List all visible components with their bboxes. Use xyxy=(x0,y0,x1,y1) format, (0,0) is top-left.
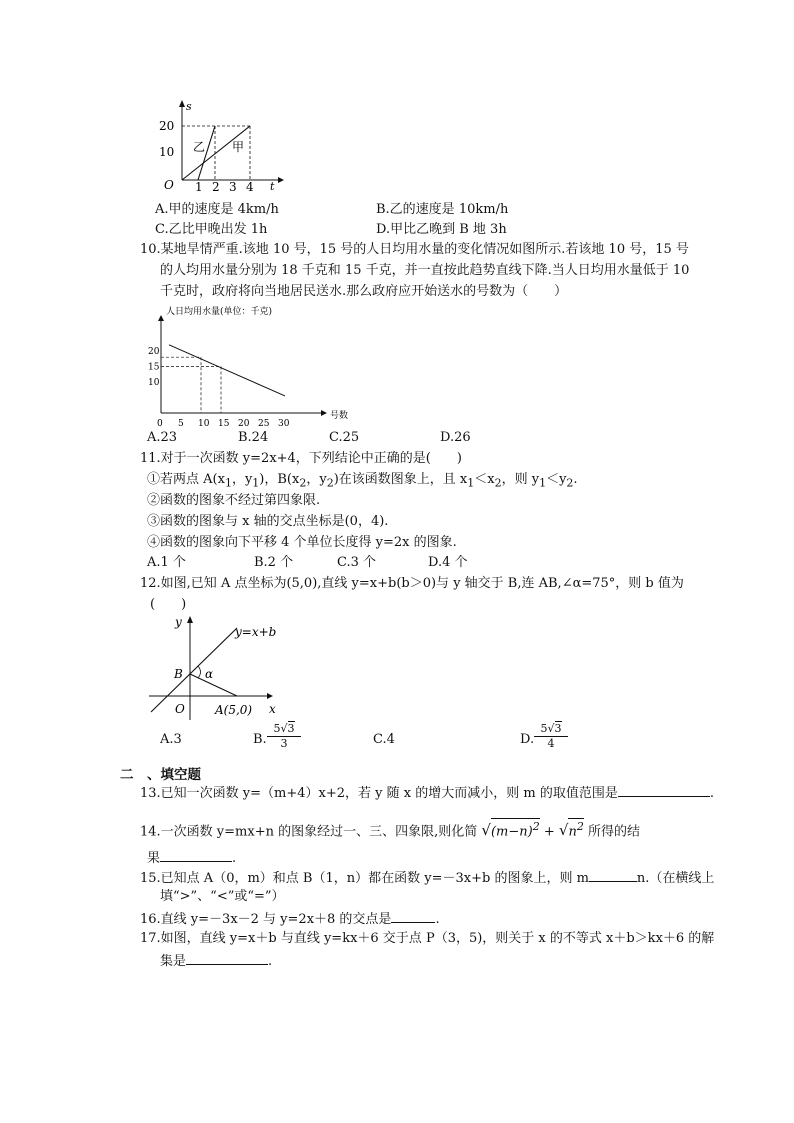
chart2-xtick-label: 10 xyxy=(198,419,210,429)
chart2-origin: 0 xyxy=(157,419,163,429)
q12-figure xyxy=(145,612,285,722)
q11-s1-part: )在该函数图象上，且 x xyxy=(333,472,468,487)
q15-answer-blank[interactable] xyxy=(589,869,637,882)
q10-stem-line3: 千克时，政府将向当地居民送水.那么政府应开始送水的号数为（ ） xyxy=(160,284,568,299)
q12-stem-line2: ( ) xyxy=(150,597,187,612)
q12-b-rad: 3 xyxy=(287,722,295,735)
q13-end: . xyxy=(709,786,714,801)
q10-option-d: D.26 xyxy=(440,430,471,445)
q12-label-line: y=x+b xyxy=(235,625,277,639)
chart2-xtick-label: 15 xyxy=(218,419,230,429)
q14-radical-2: √ xyxy=(558,821,569,840)
q15-line1-pre: 15.已知点 A（0，m）和点 B（1，n）都在函数 y=－3x+b 的图象上，则 m xyxy=(140,871,589,886)
q17-line1: 17.如图，直线 y=x＋b 与直线 y=kx＋6 交于点 P（3，5)，则关于 x 的不等式 x＋b＞kx＋6 的解 xyxy=(140,931,715,946)
q10-option-b: B.24 xyxy=(238,430,269,445)
graph1-x-arrow xyxy=(278,177,284,183)
graph1-label-yi: 乙 xyxy=(193,140,206,154)
q9-option-a: A.甲的速度是 4km/h xyxy=(155,202,279,217)
graph1-xlabel: t xyxy=(270,180,275,193)
q15-line1-post: n.（在横线上 xyxy=(636,871,715,886)
q11-sub: 1 xyxy=(539,476,547,490)
q17-answer-blank[interactable] xyxy=(186,952,268,965)
q11-s1-part: )，B(x xyxy=(259,472,300,487)
q15-line2: 填“>”、“<”或“=”） xyxy=(160,889,285,904)
q11-statement-3: ③函数的图象与 x 轴的交点坐标是(0，4). xyxy=(147,514,389,529)
q14-line2-text: 果 xyxy=(147,851,161,866)
q11-option-c: C.3 个 xyxy=(337,555,377,570)
q13-answer-blank[interactable] xyxy=(618,784,710,797)
q10-option-a: A.23 xyxy=(147,430,178,445)
q11-s1-part: ＜x xyxy=(474,472,495,487)
q12-option-b-prefix: B. xyxy=(253,732,267,747)
q12-label-x: x xyxy=(269,702,276,716)
q11-s1-part: ，y xyxy=(231,472,253,487)
sqrt-sign: √ xyxy=(280,722,288,735)
chart2-ylabel: 人日均用水量(单位：千克) xyxy=(166,307,273,317)
chart2-xtick-label: 20 xyxy=(238,419,250,429)
q14-exp2: 2 xyxy=(576,820,584,833)
graph1-xtick-2: 2 xyxy=(212,180,220,193)
q14-radicand-2 xyxy=(568,818,583,840)
graph1-ytick-10: 10 xyxy=(159,145,175,159)
q10-stem-line2: 的人均用水量分别为 18 千克和 15 千克，并一直按此趋势直线下降.当人日均用水量低于 10 xyxy=(160,263,690,278)
chart2-ytick-label: 20 xyxy=(148,347,160,357)
q12-option-d-fraction xyxy=(534,722,568,750)
q12-option-a: A.3 xyxy=(160,732,182,747)
q12-label-o: O xyxy=(175,702,185,716)
q12-d-numerator xyxy=(534,722,568,737)
q11-s1-part: ①若两点 A(x xyxy=(147,472,225,487)
q12-d-denominator: 4 xyxy=(547,737,555,750)
sqrt-sign: √ xyxy=(547,722,555,735)
q10-option-c: C.25 xyxy=(329,430,360,445)
chart2-series-line xyxy=(169,345,285,396)
q10-stem-line1: 10.某地旱情严重.该地 10 号，15 号的人日均用水量的变化情况如图所示.若该地 10 号，15 号 xyxy=(140,242,689,257)
q12-line-y-x-b xyxy=(151,628,237,712)
q11-sub: 2 xyxy=(566,476,574,490)
q12-b-numerator xyxy=(267,722,301,737)
q14-plus: + xyxy=(543,824,555,840)
q12-label-a: A(5,0) xyxy=(215,703,253,717)
graph1-xtick-4: 4 xyxy=(246,180,254,193)
q11-stem: 11.对于一次函数 y=2x+4，下列结论中正确的是( ) xyxy=(140,451,462,466)
q11-option-d: D.4 个 xyxy=(428,555,468,570)
q14-end: . xyxy=(232,851,237,866)
q11-sub: 2 xyxy=(299,476,307,490)
q11-s1-part: . xyxy=(573,472,578,487)
q12-d-rad: 3 xyxy=(554,722,562,735)
water-usage-chart xyxy=(140,302,365,430)
q16-end: . xyxy=(435,912,440,927)
q14-line2 xyxy=(147,849,236,867)
q13-line xyxy=(140,784,714,802)
section-title-fill-blank: 二 、填空题 xyxy=(120,767,201,783)
graph1-xtick-3: 3 xyxy=(229,180,237,193)
q14-radical-1: √ xyxy=(481,821,491,840)
q12-label-alpha: α xyxy=(205,667,214,681)
q17-line2 xyxy=(160,952,272,970)
q11-option-b: B.2 个 xyxy=(254,555,294,570)
graph1-xtick-1: 1 xyxy=(195,180,203,193)
q14-line1 xyxy=(140,818,640,840)
chart2-xtick-label: 25 xyxy=(258,419,270,429)
q9-option-b: B.乙的速度是 10km/h xyxy=(376,202,509,217)
q16-answer-blank[interactable] xyxy=(391,910,435,923)
q12-d-num: 5 xyxy=(540,722,548,735)
q9-option-c: C.乙比甲晚出发 1h xyxy=(155,222,268,237)
distance-time-graph xyxy=(150,98,290,193)
q11-s1-part: ＜y xyxy=(546,472,567,487)
q12-option-d-prefix: D. xyxy=(520,732,535,747)
q14-rad1-text: (m−n) xyxy=(490,824,533,840)
q12-stem-line1: 12.如图,已知 A 点坐标为(5,0),直线 y=x+b(b＞0)与 y 轴交于 B,连 AB,∠α=75°，则 b 值为 xyxy=(140,576,684,591)
q11-statement-4: ④函数的图象向下平移 4 个单位长度得 y=2x 的图象. xyxy=(147,535,457,550)
q11-sub: 2 xyxy=(326,476,334,490)
graph1-y-arrow xyxy=(179,100,185,107)
q14-pre: 14.一次函数 y=mx+n 的图象经过一、三、四象限,则化简 xyxy=(140,824,478,840)
q12-label-b: B xyxy=(174,667,183,681)
graph1-ylabel: s xyxy=(186,100,192,113)
q15-line1 xyxy=(140,869,714,887)
q11-sub: 1 xyxy=(252,476,260,490)
q9-option-d: D.甲比乙晚到 B 地 3h xyxy=(376,222,507,237)
q16-line xyxy=(140,910,440,928)
graph1-label-jia: 甲 xyxy=(232,140,245,154)
q12-option-c: C.4 xyxy=(373,732,395,747)
q11-sub: 1 xyxy=(224,476,232,490)
q16-text: 16.直线 y=－3x－2 与 y=2x＋8 的交点是 xyxy=(140,912,392,927)
chart2-ytick-label: 10 xyxy=(148,378,160,388)
q11-statement-2: ②函数的图象不经过第四象限. xyxy=(147,493,321,508)
q14-post: 所得的结 xyxy=(587,824,640,840)
q11-statement-1 xyxy=(147,472,578,492)
chart2-ytick-label: 15 xyxy=(148,362,160,373)
q12-b-denominator: 3 xyxy=(280,737,288,750)
q14-exp1: 2 xyxy=(532,820,540,833)
q11-option-a: A.1 个 xyxy=(147,555,186,570)
chart2-xtick-label: 5 xyxy=(178,419,184,429)
graph1-origin: O xyxy=(164,178,174,192)
q11-sub: 1 xyxy=(467,476,475,490)
q17-line2-text: 集是 xyxy=(160,954,187,969)
chart2-xtick-label: 30 xyxy=(278,419,290,429)
q13-text: 13.已知一次函数 y=（m+4）x+2，若 y 随 x 的增大而减小，则 m 的取值范围是 xyxy=(140,786,618,801)
q12-label-y: y xyxy=(175,615,182,629)
q12-segment-ab xyxy=(190,674,237,696)
q12-option-b-fraction xyxy=(267,722,301,750)
chart2-x-arrow xyxy=(321,410,327,416)
q14-rad2-text: n xyxy=(568,824,577,840)
q12-angle-arc xyxy=(198,666,201,678)
q14-radicand-1 xyxy=(491,818,540,840)
q12-y-arrow xyxy=(187,616,193,623)
chart2-xlabel: 号数 xyxy=(330,411,349,421)
q11-sub: 2 xyxy=(494,476,502,490)
chart2-y-arrow xyxy=(158,315,164,321)
graph1-ytick-20: 20 xyxy=(159,119,175,133)
q12-b-num: 5 xyxy=(273,722,281,735)
q12-x-arrow xyxy=(267,693,273,699)
q11-s1-part: ，y xyxy=(306,472,327,487)
q11-s1-part: ，则 y xyxy=(501,472,540,487)
q14-answer-blank[interactable] xyxy=(160,849,232,862)
q17-end: . xyxy=(268,954,273,969)
